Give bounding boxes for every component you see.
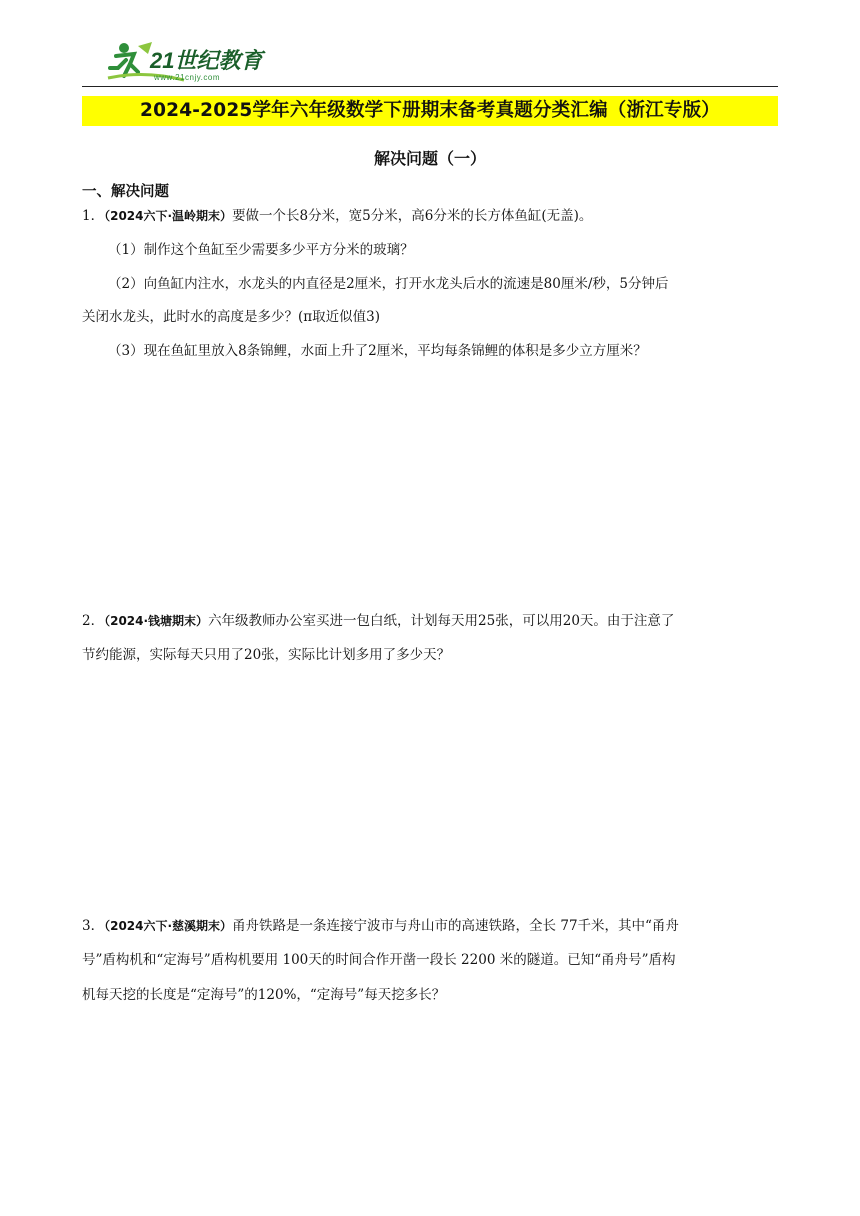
question-text: 六年级教师办公室买进一包白纸，计划每天用25张，可以用20天。由于注意了 xyxy=(208,613,675,629)
question-1-part-2-line-2: 关闭水龙头，此时水的高度是多少？(π取近似值3) xyxy=(82,309,380,325)
question-1-part-2-line-1: （2）向鱼缸内注水，水龙头的内直径是2厘米，打开水龙头后水的流速是80厘米/秒，5分钟后 xyxy=(108,276,669,292)
question-1-stem xyxy=(82,206,592,226)
logo-url-text: www.21cnjy.com xyxy=(154,73,220,82)
header-rule xyxy=(82,86,778,87)
question-source: （2024·钱塘期末） xyxy=(104,614,209,628)
question-3-line-2: 号”盾构机和“定海号”盾构机要用 100天的时间合作开凿一段长 2200 米的隧道。已知“甬舟号”盾构 xyxy=(82,952,676,968)
question-text: 要做一个长8分米，宽5分米，高6分米的长方体鱼缸(无盖)。 xyxy=(232,208,593,224)
question-number: 1． xyxy=(82,208,105,224)
section-heading: 一、解决问题 xyxy=(82,184,169,200)
question-source: （2024六下·温岭期末） xyxy=(104,209,233,223)
logo-brand-text: 21世纪教育 xyxy=(150,48,263,73)
document-title: 2024-2025学年六年级数学下册期末备考真题分类汇编（浙江专版） xyxy=(82,96,778,126)
question-number: 3． xyxy=(82,918,105,934)
question-1-part-1: （1）制作这个鱼缸至少需要多少平方分米的玻璃？ xyxy=(108,242,414,258)
question-text: 甬舟铁路是一条连接宁波市与舟山市的高速铁路，全长 77千米，其中“甬舟 xyxy=(232,918,679,934)
question-number: 2． xyxy=(82,613,105,629)
question-3-line-3: 机每天挖的长度是“定海号”的120%，“定海号”每天挖多长？ xyxy=(82,987,446,1003)
brand-logo xyxy=(104,40,274,84)
question-3-line-1 xyxy=(82,916,679,936)
document-subtitle: 解决问题（一） xyxy=(373,149,486,168)
question-2-line-2: 节约能源，实际每天只用了20张，实际比计划多用了多少天？ xyxy=(82,647,451,663)
question-source: （2024六下·慈溪期末） xyxy=(104,919,233,933)
question-2-line-1 xyxy=(82,611,674,631)
question-1-part-3: （3）现在鱼缸里放入8条锦鲤，水面上升了2厘米，平均每条锦鲤的体积是多少立方厘米？ xyxy=(108,343,647,359)
